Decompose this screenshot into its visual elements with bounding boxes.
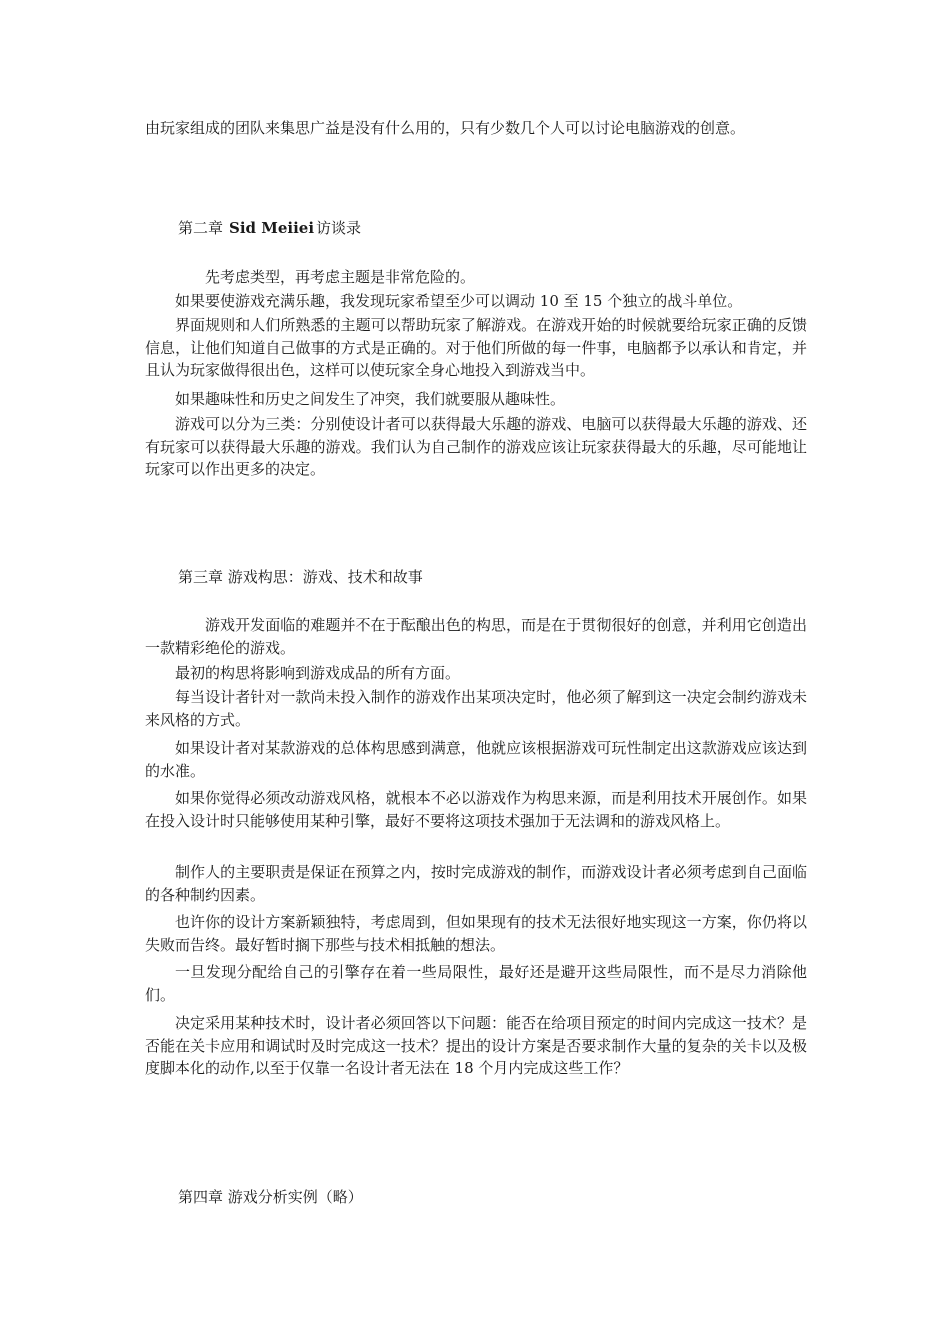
- chapter-3-paragraph: 一旦发现分配给自己的引擎存在着一些局限性，最好还是避开这些局限性，而不是尽力消除他们。: [145, 963, 807, 1004]
- chapter-3-paragraph: 游戏开发面临的难题并不在于酝酿出色的构思，而是在于贯彻很好的创意，并利用它创造出一款精彩绝伦的游戏。: [145, 616, 807, 657]
- chapter-2-paragraph: 界面规则和人们所熟悉的主题可以帮助玩家了解游戏。在游戏开始的时候就要给玩家正确的反馈信息，让他们知道自己做事的方式是正确的。对于他们所做的每一件事，电脑都予以承认和肯定，并且认为玩家做得很出色，这样可以使玩家全身心地投入到游戏当中。: [145, 316, 807, 379]
- chapter-2-paragraph: 游戏可以分为三类：分别使设计者可以获得最大乐趣的游戏、电脑可以获得最大乐趣的游戏、还有玩家可以获得最大乐趣的游戏。我们认为自己制作的游戏应该让玩家获得最大的乐趣，尽可能地让玩家可以作出更多的决定。: [145, 415, 807, 478]
- chapter-2-label: 第二章: [178, 219, 224, 237]
- chapter-3-heading: 第三章 游戏构思：游戏、技术和故事: [178, 568, 423, 586]
- chapter-2-name-bold: Sid Meiiei: [229, 219, 315, 237]
- chapter-2-paragraph: 先考虑类型，再考虑主题是非常危险的。: [205, 268, 476, 286]
- chapter-2-paragraph: 如果趣味性和历史之间发生了冲突，我们就要服从趣味性。: [175, 390, 566, 408]
- chapter-2-name-rest: 访谈录: [316, 219, 362, 237]
- chapter-3-paragraph: 如果你觉得必须改动游戏风格，就根本不必以游戏作为构思来源，而是利用技术开展创作。如果在投入设计时只能够使用某种引擎，最好不要将这项技术强加于无法调和的游戏风格上。: [145, 789, 807, 830]
- chapter-3-paragraph: 最初的构思将影响到游戏成品的所有方面。: [175, 664, 461, 682]
- chapter-4-heading: 第四章 游戏分析实例（略）: [178, 1188, 363, 1206]
- intro-paragraph: 由玩家组成的团队来集思广益是没有什么用的，只有少数几个人可以讨论电脑游戏的创意。: [145, 119, 746, 137]
- chapter-2-paragraph: 如果要使游戏充满乐趣，我发现玩家希望至少可以调动 10 至 15 个独立的战斗单位。: [175, 292, 743, 310]
- chapter-3-paragraph: 如果设计者对某款游戏的总体构思感到满意，他就应该根据游戏可玩性制定出这款游戏应该达到的水准。: [145, 739, 807, 780]
- chapter-3-paragraph: 制作人的主要职责是保证在预算之内，按时完成游戏的制作，而游戏设计者必须考虑到自己面临的各种制约因素。: [145, 863, 807, 904]
- chapter-3-paragraph: 每当设计者针对一款尚未投入制作的游戏作出某项决定时，他必须了解到这一决定会制约游戏未来风格的方式。: [145, 688, 807, 729]
- chapter-2-heading: [178, 217, 361, 239]
- chapter-3-paragraph: 也许你的设计方案新颖独特，考虑周到，但如果现有的技术无法很好地实现这一方案，你仍将以失败而告终。最好暂时搁下那些与技术相抵触的想法。: [145, 913, 807, 954]
- chapter-3-paragraph: 决定采用某种技术时，设计者必须回答以下问题：能否在给项目预定的时间内完成这一技术？是否能在关卡应用和调试时及时完成这一技术？提出的设计方案是否要求制作大量的复杂的关卡以及极度脚本化的动作,以至于仅靠一名设计者无法在 18 个月内完成这些工作？: [145, 1014, 807, 1077]
